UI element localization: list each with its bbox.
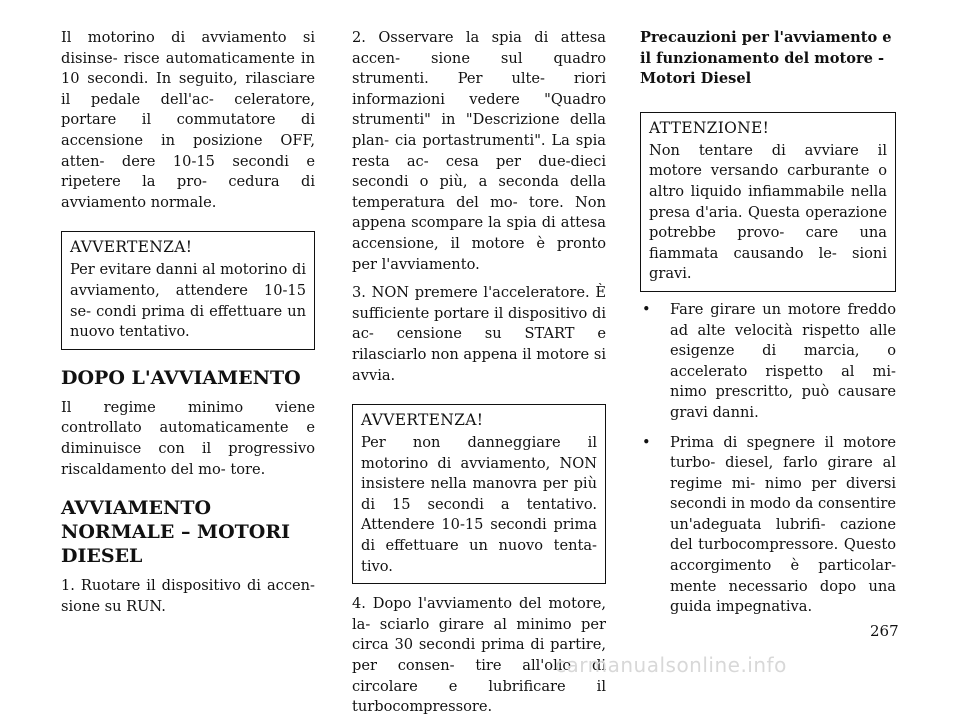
warning-title: AVVERTENZA! [361,411,484,430]
column-right [640,28,896,627]
warning-text: Per evitare danni al motorino di avviamento, attendere 10-15 se- condi prima di effettuare un nuovo tentativo. [70,261,306,341]
list-item [640,300,896,424]
intro-paragraph: Il motorino di avviamento si disinse- risce automaticamente in 10 secondi. In seguito, rilasciare il pedale dell'ac- celeratore, portare il commutatore di accensione in posizione OFF, atten- dere 10-15 secondi e ripetere la pro- cedura di avviamento normale. [61,29,315,211]
step-2: 2. Osservare la spia di attesa accen- sione sul quadro strumenti. Per ulte- riori informazioni vedere "Quadro strumenti" in "Descrizione della plan- cia portastrumenti". La spia resta ac- cesa per due-dieci secondi o più, a seconda della temperatura del mo- tore. Non appena scompare la spia di attesa accensione, il motore è pronto per l'avviamento. [352,29,606,273]
paragraph-regime-minimo: Il regime minimo viene controllato automaticamente e diminuisce con il progressivo riscaldamento del mo- tore. [61,398,315,478]
step-4: 4. Dopo l'avviamento del motore, la- sciarlo girare al minimo per circa 30 secondi prima di partire, per consen- tire all'olio di circolare e lubrificare il turbocompressore. [352,595,606,716]
step-1: 1. Ruotare il dispositivo di accen- sione su RUN. [61,577,315,615]
bullet-icon: • [642,300,651,318]
column-left [61,28,315,617]
list-item-text: Fare girare un motore freddo ad alte velocità rispetto alle esigenze di marcia, o accelerato rispetto al mi- nimo prescritto, può causare gravi danni. [670,300,896,421]
caution-box [640,112,896,292]
warning-text: Per non danneggiare il motorino di avviamento, NON insistere nella manovra per più di 15 secondi a tentativo. Attendere 10-15 secondi prima di effettuare un nuovo tenta- tivo. [361,434,597,575]
section-heading-avviamento-normale: AVVIAMENTO NORMALE – MOTORI DIESEL [61,497,291,568]
list-item [640,433,896,618]
section-heading-dopo-avviamento: DOPO L'AVVIAMENTO [61,366,301,389]
page-number: 267 [870,622,899,640]
step-3: 3. NON premere l'acceleratore. È sufficiente portare il dispositivo di ac- censione su START e rilasciarlo non appena il motore si avvia. [352,284,606,384]
caution-title: ATTENZIONE! [649,118,770,137]
watermark-text: carmanualsonline.info [555,653,787,677]
list-item-text: Prima di spegnere il motore turbo- diesel, farlo girare al regime mi- nimo per diversi secondi in modo da consentire un'adeguata lubrifi- cazione del turbocompressore. Questo accorgimento è particolar- mente necessario dopo una guida impegnativa. [670,433,896,616]
warning-title: AVVERTENZA! [70,238,193,257]
warning-box [352,404,606,584]
column-middle [352,28,606,718]
warning-box [61,231,315,349]
caution-text: Non tentare di avviare il motore versando carburante o altro liquido infiammabile nella presa d'aria. Questa operazione potrebbe provo- care una fiammata causando le- sioni gravi. [649,141,887,283]
precautions-list [640,300,896,618]
subsection-heading: Precauzioni per l'avviamento e il funzionamento del motore - Motori Diesel [640,29,892,88]
bullet-icon: • [642,433,651,451]
